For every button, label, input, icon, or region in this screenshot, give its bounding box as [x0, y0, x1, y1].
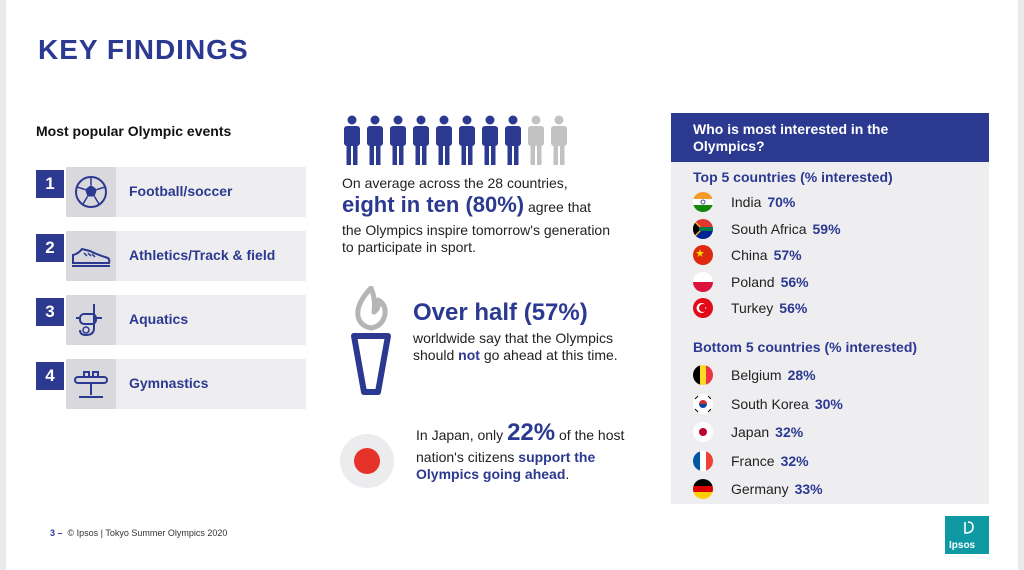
- over-half-should: should: [413, 347, 455, 363]
- country-name: Germany: [731, 481, 789, 497]
- top-countries-heading: Top 5 countries (% interested): [693, 169, 893, 185]
- country-row: [693, 393, 983, 415]
- footer-text: © Ipsos | Tokyo Summer Olympics 2020: [67, 528, 228, 538]
- event-row-athletics: [36, 231, 306, 281]
- inspire-highlight: eight in ten (80%): [342, 192, 525, 217]
- country-pct: 57%: [773, 247, 802, 263]
- soccer-ball-icon: [66, 167, 116, 217]
- belgium-flag-icon: [693, 365, 713, 385]
- china-flag-icon: [693, 245, 713, 265]
- japan-flag-graphic: [340, 434, 394, 488]
- page-number: 3 –: [50, 528, 63, 538]
- country-row: [693, 271, 983, 293]
- right-border: [1018, 0, 1024, 570]
- country-row: [693, 450, 983, 472]
- country-name: South Africa: [731, 220, 807, 237]
- country-row: [693, 191, 983, 213]
- country-pct: 30%: [814, 395, 843, 412]
- south-africa-flag-icon: [693, 219, 713, 239]
- person-icon: [411, 115, 431, 165]
- country-name: France: [731, 452, 775, 469]
- event-label: Gymnastics: [129, 375, 209, 391]
- person-icon: [434, 115, 454, 165]
- footer: [50, 528, 227, 538]
- country-row: [693, 364, 983, 386]
- country-row: [693, 218, 983, 240]
- france-flag-icon: [693, 451, 713, 471]
- person-icon: [503, 115, 523, 165]
- country-name: Turkey: [731, 300, 774, 316]
- country-name: South Korea: [731, 395, 809, 412]
- event-label: Athletics/Track & field: [129, 247, 276, 263]
- left-border: [0, 0, 6, 570]
- rank-badge: 2: [36, 234, 64, 262]
- country-name: Japan: [731, 424, 770, 440]
- turkey-flag-icon: [693, 298, 713, 318]
- person-icon: [388, 115, 408, 165]
- japan-support: support the: [518, 449, 596, 465]
- south-korea-flag-icon: [693, 394, 713, 414]
- rank-badge: 1: [36, 170, 64, 198]
- germany-flag-icon: [693, 479, 713, 499]
- person-icon: [526, 115, 546, 165]
- india-flag-icon: [693, 192, 713, 212]
- running-shoe-icon: [66, 231, 116, 281]
- torch-icon: [350, 286, 392, 403]
- person-icon: [342, 115, 362, 165]
- swim-goggles-snorkel-icon: [66, 295, 116, 345]
- person-icon: [549, 115, 569, 165]
- panel-header-text: Who is most interested in the Olympics?: [693, 121, 889, 154]
- over-half-line1: worldwide say that the Olympics: [413, 330, 613, 346]
- page-title: KEY FINDINGS: [38, 34, 249, 65]
- people-pictogram: [342, 115, 569, 165]
- japan-pre: In Japan, only: [416, 427, 504, 443]
- country-pct: 33%: [794, 481, 823, 497]
- japan-pct: 22%: [507, 419, 556, 446]
- japan-going-ahead: Olympics going ahead: [416, 466, 566, 482]
- japan-post: of the host: [559, 427, 625, 443]
- inspire-line1: On average across the 28 countries,: [342, 175, 568, 191]
- country-pct: 70%: [767, 194, 796, 210]
- country-pct: 28%: [787, 367, 816, 383]
- over-half-highlight: Over half (57%): [413, 299, 588, 326]
- country-pct: 56%: [779, 300, 808, 316]
- event-label: Aquatics: [129, 311, 189, 327]
- event-row-football: [36, 167, 306, 217]
- country-name: Poland: [731, 273, 775, 290]
- logo-text: Ipsos: [949, 540, 976, 551]
- japan-flag-icon: [693, 422, 713, 442]
- event-row-gymnastics: [36, 359, 306, 409]
- rank-badge: 3: [36, 298, 64, 326]
- events-heading: Most popular Olympic events: [36, 123, 232, 139]
- pommel-horse-icon: [66, 359, 116, 409]
- country-row: [693, 244, 983, 266]
- japan-line2: nation's citizens: [416, 449, 515, 465]
- rank-badge: 4: [36, 362, 64, 390]
- ipsos-logo: [945, 516, 989, 554]
- country-row: [693, 478, 983, 500]
- country-pct: 32%: [780, 452, 809, 469]
- inspire-line3: the Olympics inspire tomorrow's generation: [342, 222, 611, 238]
- over-half-not: not: [458, 347, 480, 363]
- person-icon: [365, 115, 385, 165]
- person-icon: [480, 115, 500, 165]
- person-icon: [457, 115, 477, 165]
- interest-panel: [671, 113, 989, 504]
- inspire-line4: to participate in sport.: [342, 239, 476, 255]
- inspire-line2: agree that: [528, 199, 592, 215]
- country-row: [693, 421, 983, 443]
- country-pct: 32%: [775, 424, 804, 440]
- country-name: India: [731, 194, 762, 210]
- bottom-countries-heading: Bottom 5 countries (% interested): [693, 339, 918, 355]
- country-pct: 59%: [812, 220, 841, 237]
- over-half-rest: go ahead at this time.: [483, 347, 618, 363]
- country-row: [693, 297, 983, 319]
- country-pct: 56%: [780, 273, 809, 290]
- event-row-aquatics: [36, 295, 306, 345]
- poland-flag-icon: [693, 272, 713, 292]
- panel-header: [671, 113, 989, 162]
- country-name: Belgium: [731, 367, 782, 383]
- country-name: China: [731, 247, 768, 263]
- event-label: Football/soccer: [129, 183, 233, 199]
